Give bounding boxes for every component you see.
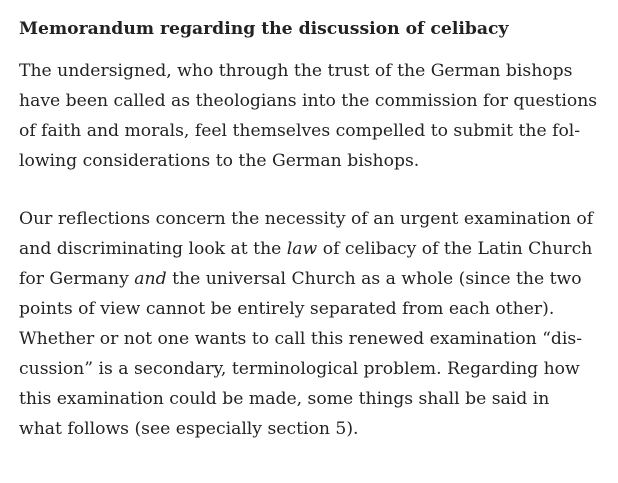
document-title: Memorandum regarding the discussion of celibacy <box>19 19 509 39</box>
paragraph-line: have been called as theologians into the commission for questions <box>19 91 598 111</box>
emphasis-text: law <box>286 239 318 259</box>
paragraph-line <box>19 264 611 294</box>
line-text: for Germany <box>19 269 135 289</box>
paragraph-line: cussion” is a secondary, terminological problem. Regarding how <box>19 359 580 379</box>
paragraph-line: The undersigned, who through the trust of the German bishops <box>19 61 573 81</box>
paragraph-line: Whether or not one wants to call this renewed examination “dis- <box>19 329 583 349</box>
paragraph-line <box>19 234 611 264</box>
paragraph-line: of faith and morals, feel themselves compelled to submit the fol- <box>19 121 581 141</box>
paragraph-line: this examination could be made, some things shall be said in <box>19 389 550 409</box>
line-text: of celibacy of the Latin Church <box>317 239 593 259</box>
line-text: the universal Church as a whole (since the two <box>166 269 582 289</box>
line-text: and discriminating look at the <box>19 239 287 259</box>
emphasis-text: and <box>134 269 167 289</box>
paragraph-line: Our reflections concern the necessity of an urgent examination of <box>19 209 594 229</box>
paragraph-1 <box>19 56 611 176</box>
document-body <box>19 14 611 472</box>
paragraph-2 <box>19 204 611 444</box>
paragraph-line: lowing considerations to the German bishops. <box>19 151 420 171</box>
paragraph-line: points of view cannot be entirely separated from each other). <box>19 299 555 319</box>
paragraph-line: what follows (see especially section 5). <box>19 419 359 439</box>
